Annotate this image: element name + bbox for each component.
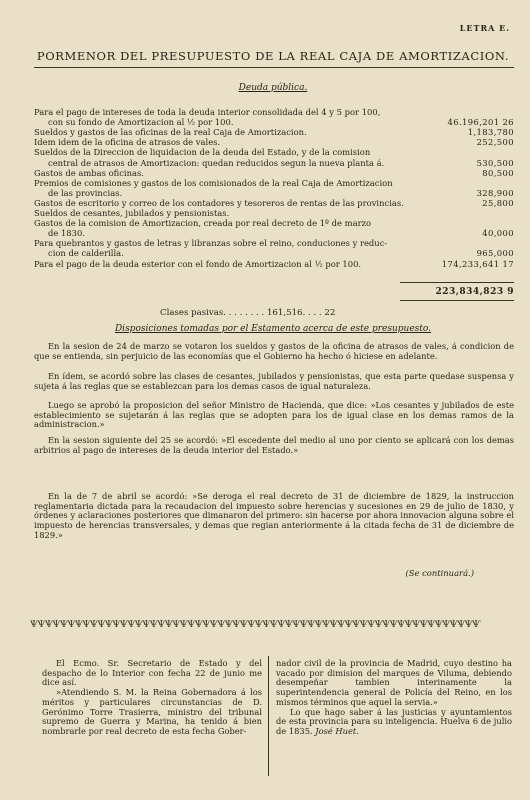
deuda-row-amount: 40,000 [482, 228, 514, 239]
deuda-row [34, 219, 514, 229]
article-paragraph: nador civil de la provincia de Madrid, cuyo destino ha vacado por dimision del marques de Viluma, debiendo desempeñar tambien interinamente la superintendencia general de Policía del Reino, en los mismos términos que aquel la servia.» [276, 658, 512, 707]
column-divider [268, 656, 269, 776]
deuda-row-amount: 25,800 [482, 197, 514, 208]
ornament-divider: ѰѰѰѰѰѰѰѰѰѰѰѰѰѰѰѰѰѰѰѰѰѰѰѰѰѰѰѰѰѰѰѰѰѰѰѰѰѰѰѰѰѰѰѰѰѰѰѰѰѰѰѰѰѰѰѰѰѰѰѰ [30, 620, 480, 630]
deuda-row-text: Gastos de escritorio y correo de los contadores y tesoreros de rentas de las provincias. [34, 197, 404, 208]
clases-pasivas: Clases pasivas. . . . . . . . 161,516. . . . 22 [160, 308, 336, 318]
deuda-row-amount: 252,500 [476, 137, 514, 148]
disposicion-paragraph: En la sesion de 24 de marzo se votaron los sueldos y gastos de la oficina de atrasos de vales, á condicion de que se entienda, sin perjuicio de las economías que el Gobierno ha hecho ó hiciese en adelante. [34, 341, 514, 361]
article-left-column [42, 659, 262, 737]
deuda-row-amount: 1,183,780 [467, 127, 514, 138]
deuda-row-text: central de atrasos de Amortizacion: quedan reducidos segun la nueva planta á. [48, 157, 385, 168]
deuda-row-amount: 46.196,201 26 [447, 117, 514, 128]
disposicion-paragraph: En ídem, se acordó sobre las clases de cesantes, jubilados y pensionistas, que esta parte quedase suspensa y sujeta á las reglas que se establezcan para los demas casos de igual naturaleza. [34, 371, 514, 391]
deuda-row-text: Para quebrantos y gastos de letras y libranzas sobre el reino, conduciones y reduc- [34, 238, 388, 249]
disposicion-paragraph: En la sesion siguiente del 25 se acordó: »El escedente del medio al uno por ciento se aplicará con los demas arbitrios al pago de intereses de la deuda interior del Estado.» [34, 435, 514, 455]
total-rule [400, 282, 514, 283]
deuda-row-amount: 174,233,641 17 [441, 258, 514, 269]
deuda-heading: Deuda pública. [238, 83, 308, 93]
deuda-row-text: cion de calderilla. [48, 248, 124, 259]
article-paragraph: El Ecmo. Sr. Secretario de Estado y del despacho de lo Interior con fecha 22 de junio me dice así. [42, 658, 262, 688]
deuda-row-amount: 965,000 [476, 248, 514, 259]
disposicion-paragraph: Luego se aprobó la proposicion del señor Ministro de Hacienda, que dice: »Los cesantes y jubilados de este establecimiento se sujetarán á las reglas que se adopten para los de igual clase en los demas ramos de la administracion.» [34, 400, 514, 430]
article-paragraph [276, 708, 512, 737]
deuda-row-text: de 1830. [48, 228, 85, 239]
title-rule [34, 67, 514, 68]
deuda-row-text: Gastos de ambas oficinas. [34, 167, 144, 178]
deuda-row-text: Sueldos y gastos de las oficinas de la real Caja de Amortizacion. [34, 127, 307, 138]
deuda-row-text: Premios de comisiones y gastos de los comisionados de la real Caja de Amortizacion [34, 177, 393, 188]
deuda-row-text: Idem idem de la oficina de atrasos de vales. [34, 137, 221, 148]
article-closing-text: Lo que hago saber á las justicias y ayuntamientos de esta provincia para su inteligencia. Huelva 6 de julio de 1835. [276, 706, 512, 736]
signature: José Huet. [315, 725, 359, 736]
deuda-row [34, 260, 514, 270]
deuda-row [34, 159, 514, 169]
deuda-row-text: con su fondo de Amortizacion al ½ por 100. [48, 117, 234, 128]
deuda-row-amount: 80,500 [482, 167, 514, 178]
disposicion-paragraph: En la de 7 de abril se acordó: »Se deroga el real decreto de 31 de diciembre de 1829, la instruccion reglamentaria dictada para la recaudacion del impuesto sobre herencias y sucesiones en 29 de julio de 1830, y órdenes y aclaraciones posteriores que dimanaron del primero: sin hacerse por ahora innovacion alguna sobre el impuesto de herencias transversales, y demas que regian anteriormente á la citada fecha de 31 de diciembre de 1829.» [34, 491, 514, 540]
deuda-total: 223,834,823 9 [435, 287, 514, 297]
deuda-row [34, 148, 514, 158]
deuda-row-text: Sueldos de cesantes, jubilados y pensionistas. [34, 208, 230, 218]
deuda-row-text: Para el pago de intereses de toda la deuda interior consolidada del 4 y 5 por 100, [34, 107, 381, 117]
deuda-row [34, 249, 514, 259]
article-right-column [276, 659, 512, 737]
page-title: PORMENOR DEL PRESUPUESTO DE LA REAL CAJA DE AMORTIZACION. [36, 49, 510, 63]
disposiciones-heading: Disposiciones tomadas por el Estamento acerca de este presupuesto. [114, 324, 432, 334]
deuda-row-text: Para el pago de la deuda esterior con el fondo de Amortizacion al ½ por 100. [34, 258, 362, 269]
deuda-row-amount: 328,900 [476, 187, 514, 198]
deuda-row-amount: 530,500 [476, 157, 514, 168]
deuda-row-text: de las provincias. [48, 187, 123, 198]
deuda-row-text: Sueldos de la Direccion de liquidacion de la deuda del Estado, y de la comision [34, 147, 371, 158]
continuara-note: (Se continuará.) [405, 568, 474, 578]
deuda-row-text: Gastos de la comision de Amortizacion, creada por real decreto de 1º de marzo [34, 218, 372, 229]
article-paragraph: »Atendiendo S. M. la Reina Gobernadora á los méritos y particulares circunstancias de D. Gerónimo Torre Trasierra, ministro del tribunal supremo de Guerra y Marina, ha tenido á bien nombrarle por real decreto de esta fecha Gober- [42, 687, 262, 736]
letra-label: LETRA E. [459, 23, 510, 33]
total-rule-bottom [400, 300, 514, 301]
